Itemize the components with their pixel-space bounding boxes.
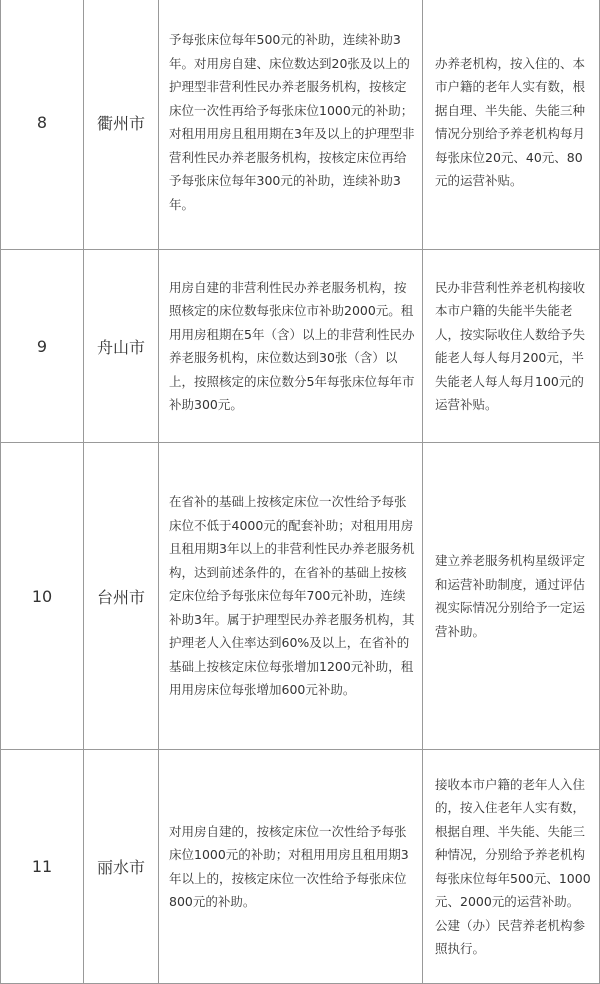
row-number: 11 — [1, 750, 84, 984]
operation-subsidy-cell: 接收本市户籍的老年人入住的，按入住老年人实有数，根据自理、半失能、失能三种情况，分别给予养老机构每张床位每年500元、1000元、2000元的运营补助。公建（办）民营养老机构参照执行。 — [423, 750, 600, 984]
operation-subsidy-cell: 办养老机构，按入住的、本市户籍的老年人实有数，根据自理、半失能、失能三种情况分别给予养老机构每月每张床位20元、40元、80元的运营补贴。 — [423, 0, 600, 250]
operation-subsidy-cell: 建立养老服务机构星级评定和运营补助制度，通过评估视实际情况分别给予一定运营补助。 — [423, 443, 600, 750]
construction-subsidy-cell: 在省补的基础上按核定床位一次性给予每张床位不低于4000元的配套补助；对租用用房且租用期3年以上的非营利性民办养老服务机构，达到前述条件的，在省补的基础上按核定床位给予每张床位每年700元补助，连续补助3年。属于护理型民办养老服务机构，其护理老人入住率达到60%及以上，在省补的基础上按核定床位每张增加1200元补助，租用用房床位每张增加600元补助。 — [159, 443, 423, 750]
construction-subsidy-cell: 予每张床位每年500元的补助，连续补助3年。对用房自建、床位数达到20张及以上的护理型非营利性民办养老服务机构，按核定床位一次性再给予每张床位1000元的补助；对租用用房且租用期在3年及以上的护理型非营利性民办养老服务机构，按核定床位再给予每张床位每年300元的补助，连续补助3年。 — [159, 0, 423, 250]
table-row — [1, 0, 600, 250]
row-number: 10 — [1, 443, 84, 750]
table-row — [1, 443, 600, 750]
construction-subsidy-cell: 对用房自建的，按核定床位一次性给予每张床位1000元的补助；对租用用房且租用期3年以上的，按核定床位一次性给予每张床位800元的补助。 — [159, 750, 423, 984]
city-name: 衢州市 — [84, 0, 159, 250]
row-number: 9 — [1, 250, 84, 443]
city-name: 丽水市 — [84, 750, 159, 984]
row-number: 8 — [1, 0, 84, 250]
table-row — [1, 750, 600, 984]
city-name: 台州市 — [84, 443, 159, 750]
table-row — [1, 250, 600, 443]
city-name: 舟山市 — [84, 250, 159, 443]
operation-subsidy-cell: 民办非营利性养老机构接收本市户籍的失能半失能老人，按实际收住人数给予失能老人每人每月200元，半失能老人每人每月100元的运营补贴。 — [423, 250, 600, 443]
construction-subsidy-cell: 用房自建的非营利性民办养老服务机构，按照核定的床位数每张床位市补助2000元。租用用房租期在5年（含）以上的非营利性民办养老服务机构，床位数达到30张（含）以上，按照核定的床位数分5年每张床位每年市补助300元。 — [159, 250, 423, 443]
